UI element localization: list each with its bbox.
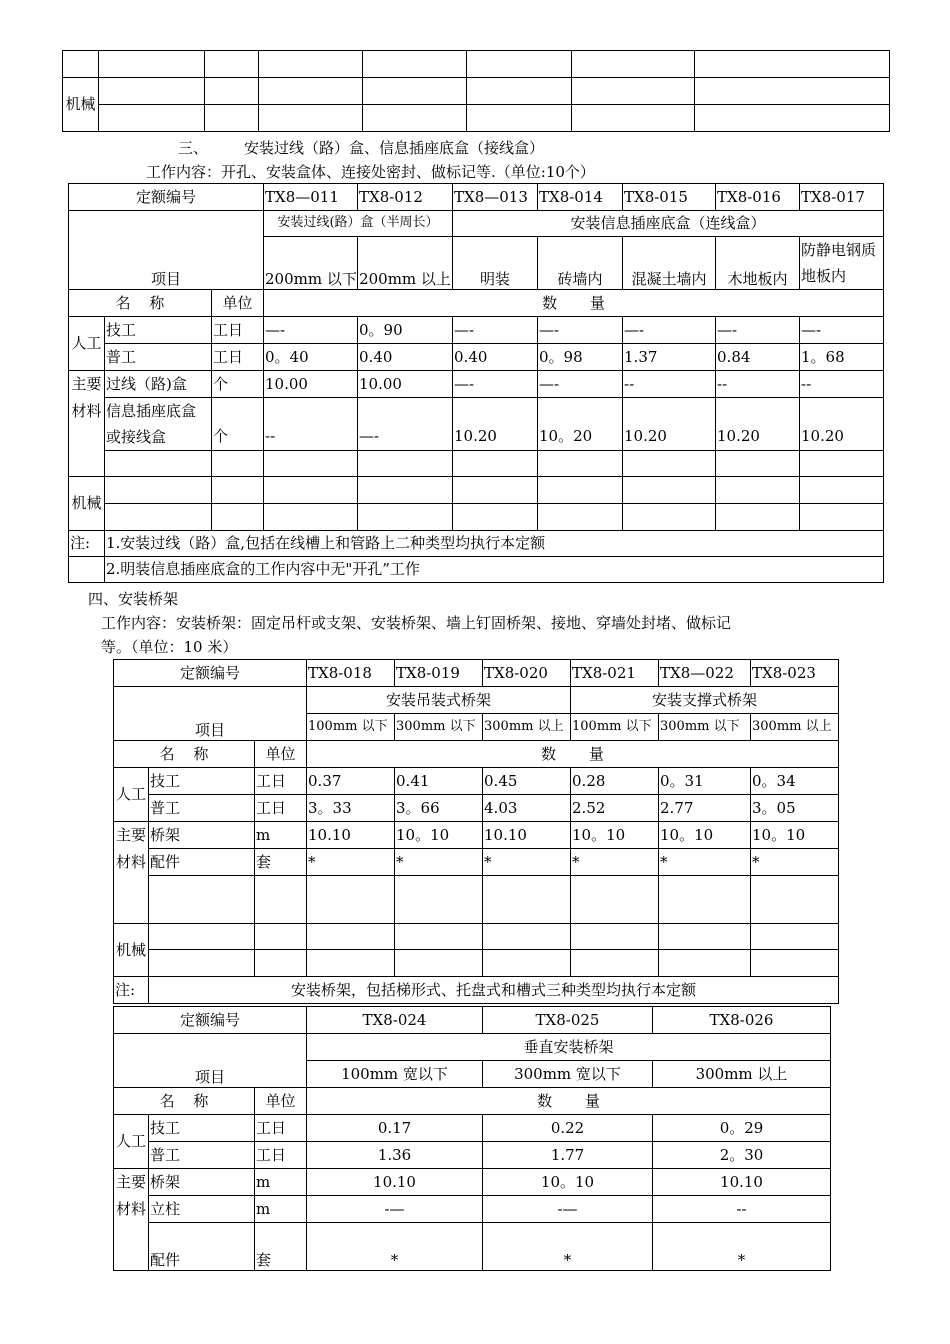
cell: 0.45 (483, 768, 571, 795)
material-label: 主要材料 (69, 371, 105, 477)
quota-code: TX8-026 (653, 1007, 831, 1034)
cell: 2。30 (653, 1142, 831, 1169)
cell: 10.20 (800, 398, 884, 451)
cell: 0。29 (653, 1115, 831, 1142)
cell: * (307, 849, 395, 876)
cell: 0.17 (307, 1115, 483, 1142)
cell: * (571, 849, 659, 876)
cell: 10。10 (395, 822, 483, 849)
row-name: 配件 (149, 849, 255, 876)
cell: 0。34 (751, 768, 839, 795)
sub-header: 200mm 以下 (264, 237, 358, 290)
sub-header: 300mm 以上 (653, 1061, 831, 1088)
note-text: 2.明装信息插座底盒的工作内容中无"开孔”工作 (105, 557, 884, 583)
row-name: 技工 (149, 768, 255, 795)
name-label: 名 称 (114, 1088, 255, 1115)
quota-code: TX8-024 (307, 1007, 483, 1034)
cell: —- (623, 317, 716, 344)
sub-header: 防静电钢质地板内 (800, 237, 884, 290)
sub-header: 100mm 以下 (307, 714, 395, 741)
cell: 2.52 (571, 795, 659, 822)
cell: 0.28 (571, 768, 659, 795)
section4-work-line2: 等。（单位：10 米） (101, 638, 238, 656)
item-label: 项目 (69, 211, 264, 290)
cell: 10.10 (307, 822, 395, 849)
cell: 1.77 (483, 1142, 653, 1169)
cell: 10。10 (659, 822, 751, 849)
row-name: 技工 (105, 317, 212, 344)
cell: * (653, 1223, 831, 1271)
row-unit: 个 (212, 371, 264, 398)
row-unit: 套 (255, 1223, 307, 1271)
cell: * (395, 849, 483, 876)
row-unit: m (255, 1196, 307, 1223)
item-label: 项目 (114, 687, 307, 741)
sub-header: 明装 (453, 237, 538, 290)
note-text: 1.安装过线（路）盒,包括在线槽上和管路上二种类型均执行本定额 (105, 531, 884, 557)
labor-label: 人工 (69, 317, 105, 371)
name-label: 名 称 (69, 290, 212, 317)
row-unit: m (255, 822, 307, 849)
cell: 10。10 (571, 822, 659, 849)
cell: 10。10 (483, 1169, 653, 1196)
section3-heading-num: 三、 (178, 139, 209, 157)
sub-header: 100mm 宽以下 (307, 1061, 483, 1088)
quota-code: TX8-018 (307, 660, 395, 687)
group-header: 安装支撑式桥架 (571, 687, 839, 714)
row-unit: 工日 (255, 795, 307, 822)
cell: -- (800, 371, 884, 398)
row-unit: 个 (212, 398, 264, 451)
quota-label: 定额编号 (114, 1007, 307, 1034)
quota-code: TX8-023 (751, 660, 839, 687)
quota-code: TX8-020 (483, 660, 571, 687)
quota-code: TX8—013 (453, 184, 538, 211)
cell: —- (538, 317, 623, 344)
cell: 10。10 (751, 822, 839, 849)
item-label: 项目 (114, 1034, 307, 1088)
quota-code: TX8-017 (800, 184, 884, 211)
machine-label: 机械 (114, 924, 149, 977)
sub-header: 300mm 以上 (751, 714, 839, 741)
cell: 1。68 (800, 344, 884, 371)
note-label: 注: (69, 531, 105, 557)
sub-header: 砖墙内 (538, 237, 623, 290)
cell: 0。31 (659, 768, 751, 795)
cell: 0。98 (538, 344, 623, 371)
sub-header: 300mm 以下 (395, 714, 483, 741)
unit-label: 单位 (255, 1088, 307, 1115)
row-name: 过线（路)盒 (105, 371, 212, 398)
cell: 10.00 (264, 371, 358, 398)
cell: -- (623, 371, 716, 398)
cell: * (483, 1223, 653, 1271)
qty-label: 数 量 (264, 290, 884, 317)
row-unit: 工日 (255, 1115, 307, 1142)
sub-header: 混凝土墙内 (623, 237, 716, 290)
quota-label: 定额编号 (114, 660, 307, 687)
cell: 10.10 (483, 822, 571, 849)
cell: 10.10 (653, 1169, 831, 1196)
sub-header: 200mm 以上 (358, 237, 453, 290)
quota-code: TX8-015 (623, 184, 716, 211)
machine-label: 机械 (63, 78, 99, 132)
cell: —- (716, 317, 800, 344)
row-name: 普工 (149, 795, 255, 822)
quota-code: TX8-014 (538, 184, 623, 211)
cell: 3。05 (751, 795, 839, 822)
cell: 10.20 (623, 398, 716, 451)
row-unit: 套 (255, 849, 307, 876)
material-label: 主要材料 (114, 822, 149, 924)
section4-heading: 四、安装桥架 (88, 590, 179, 608)
row-name: 普工 (149, 1142, 255, 1169)
cell: * (307, 1223, 483, 1271)
quota-label: 定额编号 (69, 184, 264, 211)
qty-label: 数 量 (307, 1088, 831, 1115)
cell: * (751, 849, 839, 876)
cell: —- (358, 398, 453, 451)
section4-work-line1: 工作内容：安装桥架：固定吊杆或支架、安装桥架、墙上钉固桥架、接地、穿墙处封堵、做标记 (101, 614, 732, 632)
cell: 0.37 (307, 768, 395, 795)
row-name: 桥架 (149, 822, 255, 849)
sub-header: 300mm 宽以下 (483, 1061, 653, 1088)
group-header: 安装信息插座底盒（连线盒） (453, 211, 884, 237)
section3-heading: 安装过线（路）盒、信息插座底盒（接线盒） (244, 139, 545, 157)
cell: 10。20 (538, 398, 623, 451)
sub-header: 100mm 以下 (571, 714, 659, 741)
quota-code: TX8-019 (395, 660, 483, 687)
cell: 10.20 (716, 398, 800, 451)
cell: 0.40 (358, 344, 453, 371)
cell: 2.77 (659, 795, 751, 822)
row-unit: 工日 (212, 344, 264, 371)
quota-code: TX8-012 (358, 184, 453, 211)
cell: -- (264, 398, 358, 451)
row-name: 配件 (149, 1223, 255, 1271)
row-unit: m (255, 1169, 307, 1196)
cell: 10.10 (307, 1169, 483, 1196)
section3-table (68, 183, 884, 583)
quota-code: TX8-025 (483, 1007, 653, 1034)
cell: 10.00 (358, 371, 453, 398)
section3-work: 工作内容：开孔、安装盒体、连接处密封、做标记等.（单位:10个） (146, 163, 595, 181)
cell: * (483, 849, 571, 876)
unit-label: 单位 (212, 290, 264, 317)
sub-header: 木地板内 (716, 237, 800, 290)
labor-label: 人工 (114, 768, 149, 822)
cell: 0.41 (395, 768, 483, 795)
cell: -- (716, 371, 800, 398)
quota-code: TX8-016 (716, 184, 800, 211)
cell: 0。40 (264, 344, 358, 371)
group-header: 安装吊装式桥架 (307, 687, 571, 714)
quota-code: TX8—011 (264, 184, 358, 211)
cell: -- (653, 1196, 831, 1223)
row-unit: 工日 (212, 317, 264, 344)
cell: -— (307, 1196, 483, 1223)
cell: —- (453, 317, 538, 344)
machine-label: 机械 (69, 477, 105, 531)
cell: 3。33 (307, 795, 395, 822)
sub-header: 300mm 以下 (659, 714, 751, 741)
quota-code: TX8—022 (659, 660, 751, 687)
note-label: 注: (114, 977, 149, 1004)
cell: 0.84 (716, 344, 800, 371)
sub-header: 300mm 以上 (483, 714, 571, 741)
section4-table (113, 659, 839, 1004)
row-unit: 工日 (255, 768, 307, 795)
cell: —- (538, 371, 623, 398)
row-unit: 工日 (255, 1142, 307, 1169)
cell: * (659, 849, 751, 876)
group-header: 垂直安装桥架 (307, 1034, 831, 1061)
row-name: 立柱 (149, 1196, 255, 1223)
name-label: 名 称 (114, 741, 255, 768)
qty-label: 数 量 (307, 741, 839, 768)
section5-table (113, 1006, 831, 1271)
cell: 10.20 (453, 398, 538, 451)
cell: 3。66 (395, 795, 483, 822)
cell: 1.36 (307, 1142, 483, 1169)
material-label: 主要材料 (114, 1169, 149, 1271)
cell: 0.40 (453, 344, 538, 371)
cell: —- (800, 317, 884, 344)
cell: —- (453, 371, 538, 398)
labor-label: 人工 (114, 1115, 149, 1169)
unit-label: 单位 (255, 741, 307, 768)
top-fragment-table (62, 50, 890, 132)
cell: —- (264, 317, 358, 344)
row-name: 信息插座底盒或接线盒 (105, 398, 212, 451)
quota-code: TX8-021 (571, 660, 659, 687)
note-text: 安装桥架，包括梯形式、托盘式和槽式三种类型均执行本定额 (149, 977, 839, 1004)
row-name: 桥架 (149, 1169, 255, 1196)
row-name: 技工 (149, 1115, 255, 1142)
cell: -— (483, 1196, 653, 1223)
cell: 0.22 (483, 1115, 653, 1142)
group-header: 安装过线(路）盒（半周长） (264, 211, 453, 237)
row-name: 普工 (105, 344, 212, 371)
cell: 0。90 (358, 317, 453, 344)
cell: 4.03 (483, 795, 571, 822)
cell: 1.37 (623, 344, 716, 371)
